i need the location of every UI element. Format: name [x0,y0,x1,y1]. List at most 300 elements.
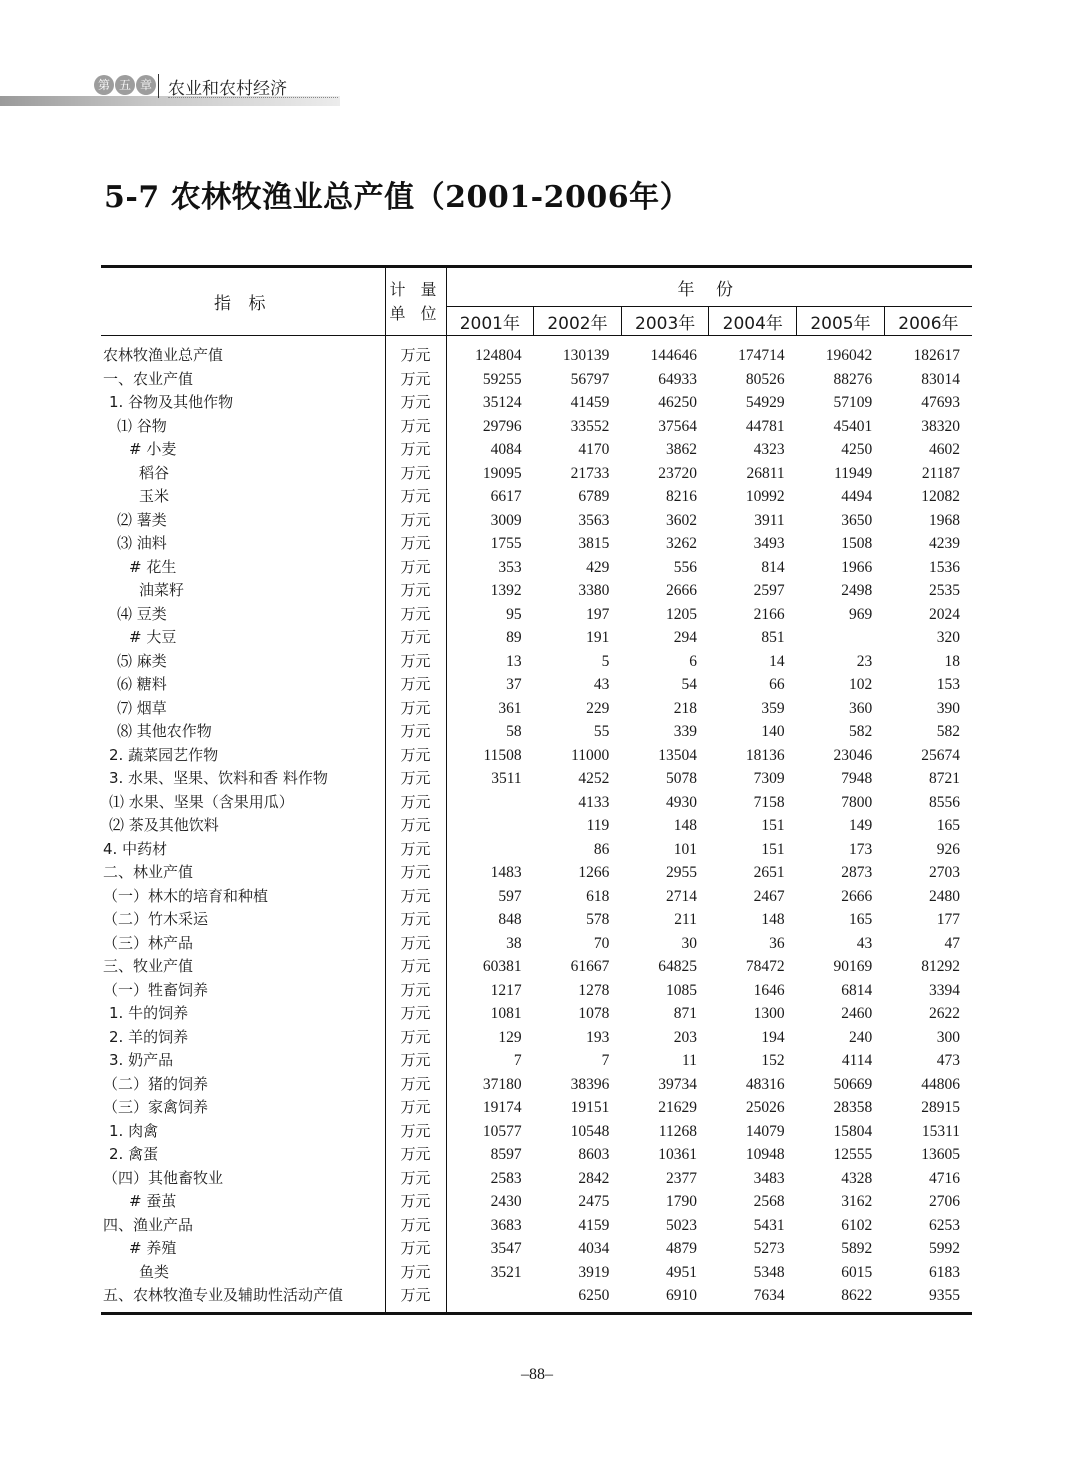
table-row [101,485,972,509]
cell-value: 556 [673,558,697,576]
cell-value [446,838,534,862]
cell-value: 21733 [570,464,610,482]
chapter-badge-char: 五 [115,75,135,95]
cell-value: 4328 [841,1169,873,1187]
cell-value: 35124 [482,394,522,411]
row-label: ⑴ 谷物 [101,415,385,439]
cell-value: 1085 [665,981,697,999]
cell-value: 211 [674,911,697,928]
cell-value: 1205 [665,605,697,623]
cell-value: 851 [761,629,785,646]
row-label: ⑺ 烟草 [101,697,385,721]
cell-value: 13 [506,652,522,670]
cell-value: 70 [593,934,610,952]
row-unit: 万元 [385,1214,446,1238]
table-row [101,415,972,439]
cell-value: 4716 [929,1169,960,1187]
cell-value: 11 [682,1052,697,1069]
cell-value: 7634 [709,1284,797,1313]
table-row [101,979,972,1003]
table-row [101,697,972,721]
cell-value: 50669 [833,1075,873,1093]
cell-value: 3862 [665,441,697,458]
cell-value: 6617 [490,488,522,505]
row-unit: 万元 [385,626,446,650]
table-row [101,556,972,580]
table-row [101,1073,972,1097]
cell-value: 151 [761,840,785,858]
row-unit: 万元 [385,838,446,862]
row-label: # 花生 [101,556,385,580]
cell-value: 25674 [921,746,960,764]
table-row [101,1026,972,1050]
cell-value: 56797 [570,370,610,388]
table-row [101,1190,972,1214]
cell-value: 7 [513,1052,522,1069]
cell-value: 3009 [490,511,522,529]
table-row [101,579,972,603]
row-label: ⑴ 水果、坚果（含果用瓜） [101,791,385,815]
table-row [101,650,972,674]
cell-value: 11508 [483,746,522,764]
cell-value: 5 [601,652,610,670]
row-unit: 万元 [385,791,446,815]
cell-value: 300 [936,1028,960,1046]
row-label: （一）牲畜饲养 [101,979,385,1003]
cell-value: 969 [849,605,873,623]
cell-value: 14079 [745,1122,785,1140]
cell-value: 37564 [658,417,697,435]
cell-value: 28915 [921,1099,960,1116]
cell-value: 47 [944,934,960,952]
row-unit: 万元 [385,1120,446,1144]
row-label: （三）家禽饲养 [101,1096,385,1120]
table-row [101,1261,972,1285]
cell-value: 59255 [482,370,522,388]
cell-value: 2706 [929,1193,960,1210]
cell-value: 4494 [841,488,873,505]
cell-value: 25026 [745,1099,785,1116]
row-label: ⑷ 豆类 [101,603,385,627]
cell-value: 36 [769,934,785,952]
cell-value: 1646 [753,981,785,999]
cell-value: 390 [936,699,960,717]
table-row [101,673,972,697]
cell-value [446,814,534,838]
cell-value: 15311 [921,1122,960,1140]
cell-value: 6789 [578,488,610,505]
cell-value: 174714 [738,347,785,364]
cell-value: 47693 [921,394,960,411]
chapter-badge-char: 章 [136,75,156,95]
row-label: 1. 谷物及其他作物 [101,391,385,415]
cell-value: 3483 [753,1169,785,1187]
row-label: 2. 禽蛋 [101,1143,385,1167]
cell-value: 7 [601,1052,610,1069]
header-year: 2003年 [621,307,709,336]
cell-value: 6102 [841,1216,873,1234]
table-row [101,1284,972,1313]
cell-value: 2955 [665,864,697,881]
cell-value: 3162 [841,1193,873,1210]
header-dotted-rule [168,97,338,98]
cell-value: 18136 [745,746,785,764]
cell-value: 10948 [745,1146,785,1163]
table-row [101,626,972,650]
cell-value: 3563 [578,511,610,529]
cell-value: 57109 [833,394,873,411]
cell-value: 19174 [482,1099,522,1116]
cell-value: 359 [761,699,785,717]
cell-value: 814 [761,558,785,576]
row-label: 3. 奶产品 [101,1049,385,1073]
cell-value: 165 [849,911,873,928]
cell-value: 618 [586,887,610,905]
row-label: 五、农林牧渔专业及辅助性活动产值 [101,1284,385,1313]
cell-value: 61667 [570,958,610,975]
cell-value: 6814 [841,981,873,999]
cell-value: 37180 [482,1075,522,1093]
cell-value: 4879 [665,1240,697,1257]
cell-value: 21629 [658,1099,697,1116]
cell-value: 4951 [665,1263,697,1281]
row-unit: 万元 [385,509,446,533]
cell-value: 3815 [578,535,610,552]
cell-value: 597 [498,887,522,905]
cell-value: 165 [936,817,960,834]
header-unit [385,267,446,336]
row-label: ⑵ 茶及其他饮料 [101,814,385,838]
cell-value: 23720 [658,464,697,482]
cell-value: 44806 [921,1075,960,1093]
cell-value: 3602 [665,511,697,529]
row-unit: 万元 [385,1190,446,1214]
cell-value: 10992 [745,488,785,505]
chapter-badge [94,75,157,97]
cell-value: 58 [506,723,522,740]
cell-value: 11949 [834,464,873,482]
cell-value: 194 [761,1028,785,1046]
cell-value: 55 [593,723,610,740]
cell-value: 4133 [578,793,610,811]
row-label: （二）猪的饲养 [101,1073,385,1097]
cell-value: 2467 [753,887,785,905]
row-label: 2. 羊的饲养 [101,1026,385,1050]
cell-value: 4084 [490,441,522,458]
cell-value: 353 [498,558,522,576]
row-label: 4. 中药材 [101,838,385,862]
cell-value: 38 [506,934,522,952]
cell-value: 151 [761,817,785,834]
cell-value: 66 [769,676,785,693]
cell-value: 2622 [929,1005,960,1022]
cell-value: 339 [673,723,697,740]
cell-value: 320 [936,629,960,646]
table-body [101,336,972,1314]
cell-value: 2480 [929,887,960,905]
cell-value: 46250 [658,394,697,411]
row-unit: 万元 [385,1284,446,1313]
cell-value: 8603 [578,1146,610,1163]
row-unit: 万元 [385,1073,446,1097]
cell-value: 1536 [929,558,960,576]
row-unit: 万元 [385,556,446,580]
cell-value: 848 [498,911,522,928]
row-label: （一）林木的培育和种植 [101,885,385,909]
row-unit: 万元 [385,697,446,721]
cell-value: 12555 [833,1146,873,1163]
cell-value: 7800 [841,793,873,811]
cell-value: 2460 [841,1005,873,1022]
chapter-title: 农业和农村经济 [168,79,287,99]
table-row [101,1120,972,1144]
data-table [101,265,972,1315]
cell-value: 21187 [921,464,960,482]
table-row [101,509,972,533]
row-label: （四）其他畜牧业 [101,1167,385,1191]
row-unit: 万元 [385,814,446,838]
table-row [101,861,972,885]
cell-value: 4239 [929,535,960,552]
row-unit: 万元 [385,438,446,462]
row-unit: 万元 [385,1002,446,1026]
cell-value: 2873 [841,864,873,881]
row-unit: 万元 [385,1261,446,1285]
cell-value: 13504 [658,746,697,764]
cell-value: 153 [936,676,960,693]
table-row [101,838,972,862]
cell-value: 1508 [841,535,873,552]
table-row [101,767,972,791]
cell-value: 5892 [841,1240,873,1257]
cell-value: 90169 [833,958,873,975]
cell-value: 182617 [913,347,960,364]
cell-value: 6015 [841,1263,873,1281]
row-unit: 万元 [385,603,446,627]
cell-value: 2842 [578,1169,610,1187]
row-unit: 万元 [385,720,446,744]
cell-value: 3683 [490,1216,522,1234]
cell-value: 196042 [825,347,873,364]
cell-value: 2535 [929,582,960,599]
cell-value: 2666 [841,887,873,905]
row-unit: 万元 [385,979,446,1003]
cell-value: 2714 [665,887,697,905]
cell-value: 7948 [841,770,873,787]
row-label: 2. 蔬菜园艺作物 [101,744,385,768]
cell-value: 8622 [797,1284,885,1313]
row-label: ⑶ 油料 [101,532,385,556]
cell-value: 64933 [658,370,697,388]
cell-value: 5273 [753,1240,785,1257]
cell-value: 43 [593,676,610,693]
table-row [101,1214,972,1238]
cell-value: 2666 [665,582,697,599]
cell-value: 4159 [578,1216,610,1234]
cell-value: 3493 [753,535,785,552]
cell-value: 13605 [921,1146,960,1163]
cell-value: 3911 [754,511,785,529]
cell-value: 3521 [490,1263,522,1281]
cell-value: 10577 [482,1122,522,1140]
row-unit: 万元 [385,650,446,674]
row-unit: 万元 [385,744,446,768]
cell-value: 1078 [578,1005,610,1022]
cell-value: 130139 [562,347,610,364]
cell-value: 5992 [929,1240,960,1257]
cell-value: 9355 [884,1284,972,1313]
table-row [101,1096,972,1120]
cell-value: 5431 [753,1216,785,1234]
cell-value: 3262 [665,535,697,552]
row-label: # 大豆 [101,626,385,650]
header-year: 2001年 [446,307,534,336]
row-label: 农林牧渔业总产值 [101,336,385,368]
cell-value: 1300 [753,1005,785,1022]
cell-value: 64825 [658,958,697,975]
cell-value: 6253 [929,1216,960,1234]
row-unit: 万元 [385,336,446,368]
table-row [101,1143,972,1167]
row-unit: 万元 [385,485,446,509]
table-row [101,1002,972,1026]
cell-value: 1081 [490,1005,522,1022]
cell-value: 3380 [578,582,610,599]
cell-value: 203 [673,1028,697,1046]
table-row [101,885,972,909]
table-row [101,368,972,392]
cell-value: 26811 [746,464,785,482]
cell-value: 3919 [578,1263,610,1281]
table-row [101,1167,972,1191]
cell-value: 360 [849,699,873,717]
cell-value: 6250 [534,1284,622,1313]
cell-value: 119 [586,817,610,834]
cell-value: 2597 [753,582,785,599]
cell-value: 7158 [753,793,785,811]
cell-value: 44781 [745,417,785,435]
cell-value: 218 [673,699,697,717]
row-unit: 万元 [385,932,446,956]
row-unit: 万元 [385,1237,446,1261]
row-label: 玉米 [101,485,385,509]
cell-value: 83014 [921,370,960,388]
cell-value: 29796 [482,417,522,435]
cell-value: 2430 [490,1193,522,1210]
table-row [101,932,972,956]
table-row [101,791,972,815]
cell-value: 48316 [745,1075,785,1093]
cell-value: 2024 [929,605,960,623]
cell-value: 28358 [833,1099,873,1116]
cell-value: 1217 [490,981,522,999]
table-row [101,532,972,556]
cell-value: 19151 [570,1099,610,1116]
cell-value: 88276 [833,370,873,388]
row-label: 1. 牛的饲养 [101,1002,385,1026]
cell-value: 582 [849,723,873,740]
cell-value: 6 [689,652,697,670]
cell-value: 152 [761,1052,785,1069]
cell-value: 191 [586,629,610,646]
row-unit: 万元 [385,579,446,603]
cell-value: 12082 [921,488,960,505]
table-row [101,955,972,979]
table-row [101,438,972,462]
cell-value: 2475 [578,1193,610,1210]
cell-value: 43 [856,934,873,952]
row-label: 三、牧业产值 [101,955,385,979]
cell-value: 60381 [482,958,522,975]
row-label: （二）竹木采运 [101,908,385,932]
row-unit: 万元 [385,462,446,486]
cell-value: 6910 [621,1284,709,1313]
cell-value: 5348 [753,1263,785,1281]
row-unit: 万元 [385,415,446,439]
cell-value: 1483 [490,864,522,881]
row-unit: 万元 [385,861,446,885]
cell-value: 86 [593,840,610,858]
row-unit: 万元 [385,1167,446,1191]
row-label: 油菜籽 [101,579,385,603]
cell-value: 54 [681,676,697,693]
header-year: 2006年 [884,307,972,336]
cell-value: 582 [936,723,960,740]
cell-value: 149 [849,817,873,834]
row-unit: 万元 [385,1096,446,1120]
row-unit: 万元 [385,955,446,979]
header-indicator: 指 标 [101,267,385,336]
cell-value: 8216 [665,488,697,505]
row-label: 3. 水果、坚果、饮料和香 料作物 [101,767,385,791]
cell-value: 19095 [482,464,522,482]
row-label: ⑻ 其他农作物 [101,720,385,744]
cell-value: 33552 [570,417,610,435]
cell-value [446,1284,534,1313]
header-year-group: 年 份 [446,267,972,307]
row-unit: 万元 [385,885,446,909]
cell-value: 148 [761,911,785,928]
cell-value: 23 [856,652,873,670]
row-label: 四、渔业产品 [101,1214,385,1238]
cell-value: 38396 [570,1075,610,1093]
cell-value: 2583 [490,1169,522,1187]
cell-value: 578 [586,911,610,928]
row-unit: 万元 [385,767,446,791]
cell-value: 429 [586,558,610,576]
cell-value: 1790 [665,1193,697,1210]
cell-value: 177 [936,911,960,928]
row-unit: 万元 [385,673,446,697]
row-label: ⑹ 糖料 [101,673,385,697]
chapter-badge-char: 第 [94,75,114,95]
cell-value: 1392 [490,582,522,599]
cell-value: 4250 [841,441,873,458]
cell-value: 10548 [570,1122,610,1140]
header-year: 2002年 [534,307,622,336]
cell-value: 3394 [929,981,960,999]
cell-value: 14 [769,652,785,670]
cell-value: 2498 [841,582,873,599]
table-row [101,908,972,932]
cell-value: 2651 [753,864,785,881]
cell-value: 173 [849,840,873,858]
row-label: 1. 肉禽 [101,1120,385,1144]
cell-value: 1966 [841,558,873,576]
cell-value: 15804 [833,1122,873,1140]
cell-value: 294 [673,629,697,646]
cell-value: 8597 [490,1146,522,1163]
